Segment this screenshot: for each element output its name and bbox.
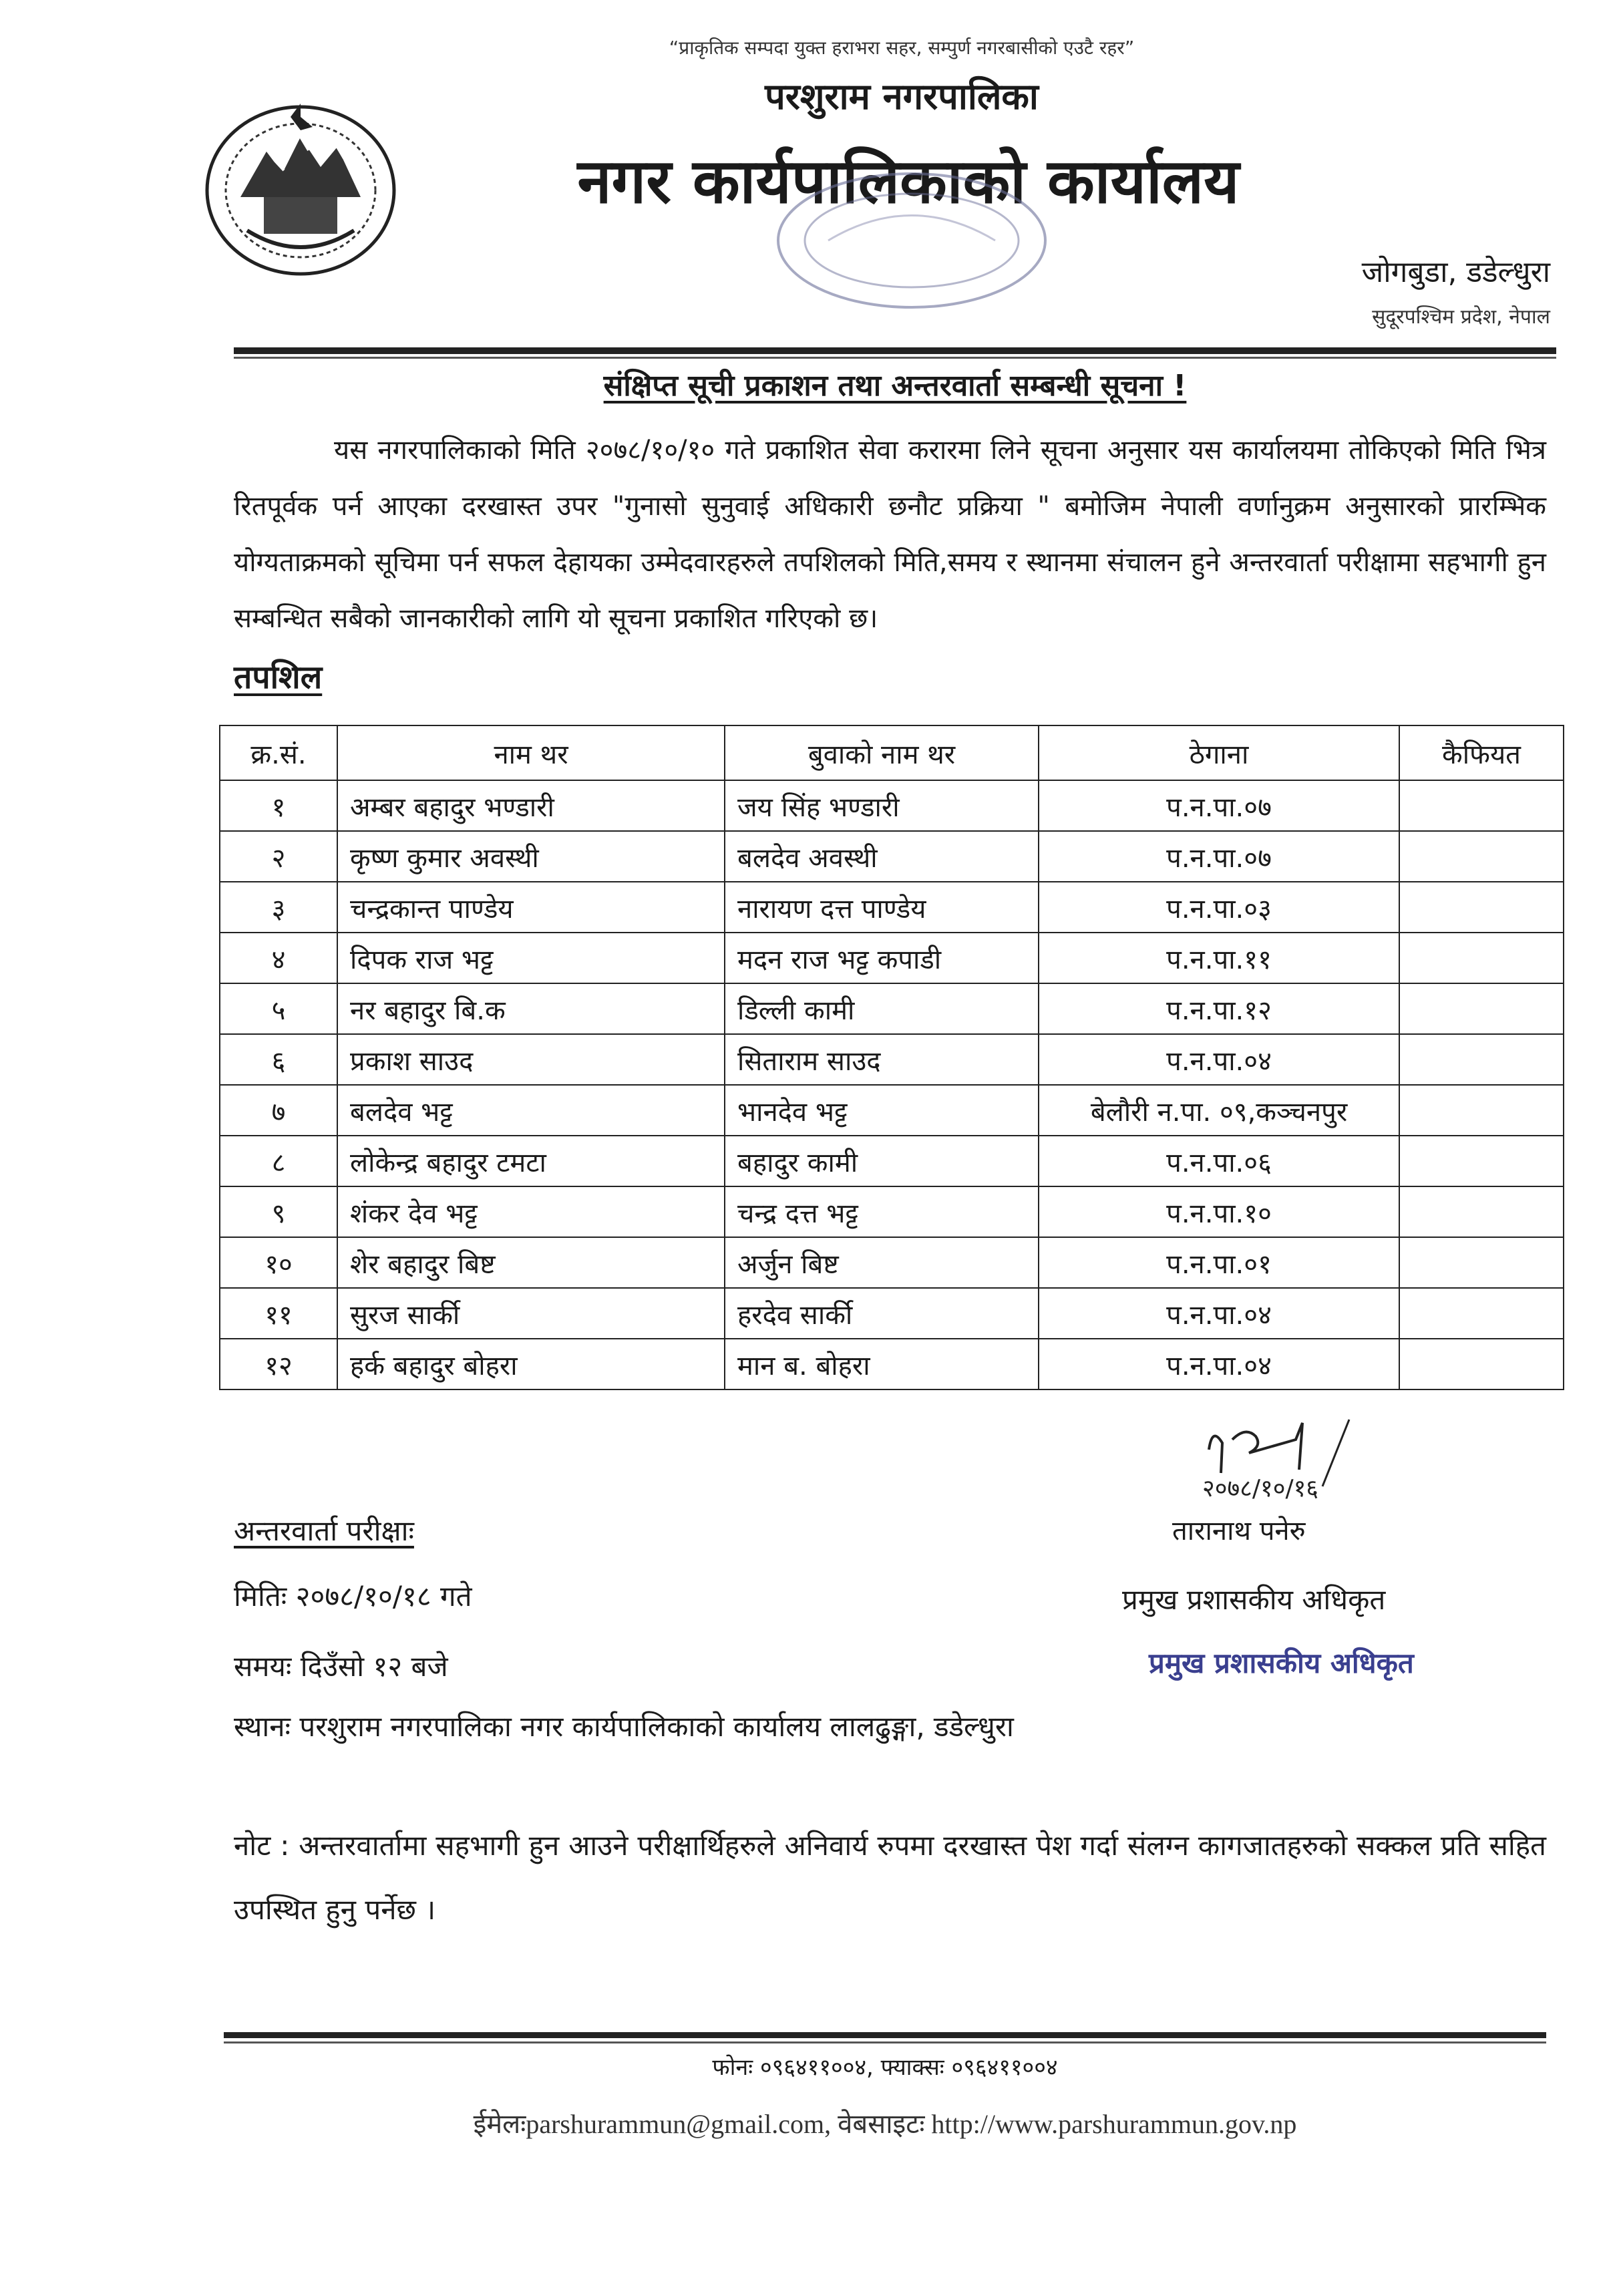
- signatory-seal: प्रमुख प्रशासकीय अधिकृत: [1149, 1647, 1414, 1679]
- cell-address: प.न.पा.०१: [1039, 1237, 1399, 1288]
- cell-remarks: [1399, 1034, 1564, 1085]
- cell-address: प.न.पा.०४: [1039, 1339, 1399, 1389]
- cell-father-name: डिल्ली कामी: [725, 983, 1039, 1034]
- footer-contact: फोनः ०९६४११००४, फ्याक्सः ०९६४११००४: [712, 2054, 1058, 2081]
- table-row: [220, 1237, 1564, 1288]
- cell-father-name: बहादुर कामी: [725, 1136, 1039, 1186]
- interview-time: समयः दिउँसो १२ बजे: [234, 1650, 448, 1683]
- signature: [1182, 1413, 1409, 1506]
- cell-serial: २: [220, 831, 337, 882]
- cell-name: नर बहादुर बि.क: [337, 983, 725, 1034]
- cell-address: प.न.पा.१०: [1039, 1186, 1399, 1237]
- cell-serial: ८: [220, 1136, 337, 1186]
- cell-name: दिपक राज भट्ट: [337, 933, 725, 983]
- cell-remarks: [1399, 1085, 1564, 1136]
- notice-title: संक्षिप्त सूची प्रकाशन तथा अन्तरवार्ता सम्बन्धी सूचना !: [603, 369, 1187, 403]
- interview-heading: अन्तरवार्ता परीक्षाः: [234, 1514, 414, 1547]
- table-row: [220, 831, 1564, 882]
- cell-address: बेलौरी न.पा. ०९,कञ्चनपुर: [1039, 1085, 1399, 1136]
- cell-father-name: अर्जुन बिष्ट: [725, 1237, 1039, 1288]
- signatory-title: प्रमुख प्रशासकीय अधिकृत: [1122, 1583, 1386, 1616]
- cell-remarks: [1399, 933, 1564, 983]
- office-name: नगर कार्यपालिकाको कार्यालय: [577, 146, 1240, 217]
- cell-serial: ७: [220, 1085, 337, 1136]
- cell-remarks: [1399, 831, 1564, 882]
- cell-remarks: [1399, 1237, 1564, 1288]
- cell-father-name: जय सिंह भण्डारी: [725, 780, 1039, 831]
- table-header-row: [220, 725, 1564, 780]
- footer-web: ईमेलःparshurammun@gmail.com, वेबसाइटः http://www.parshurammun.gov.np: [473, 2109, 1297, 2139]
- footer-divider: [224, 2032, 1546, 2038]
- cell-name: चन्द्रकान्त पाण्डेय: [337, 882, 725, 933]
- table-row: [220, 1339, 1564, 1389]
- header-name: नाम थर: [337, 725, 725, 780]
- cell-name: सुरज सार्की: [337, 1288, 725, 1339]
- cell-address: प.न.पा.०७: [1039, 831, 1399, 882]
- interview-date: मितिः २०७८/१०/१८ गते: [234, 1580, 472, 1613]
- interview-venue: स्थानः परशुराम नगरपालिका नगर कार्यपालिकाको कार्यालय लालढुङ्गा, डडेल्धुरा: [234, 1710, 1014, 1743]
- table-row: [220, 780, 1564, 831]
- cell-serial: १०: [220, 1237, 337, 1288]
- cell-father-name: मान ब. बोहरा: [725, 1339, 1039, 1389]
- cell-father-name: हरदेव सार्की: [725, 1288, 1039, 1339]
- header-divider: [234, 347, 1556, 354]
- cell-name: शंकर देव भट्ट: [337, 1186, 725, 1237]
- cell-father-name: नारायण दत्त पाण्डेय: [725, 882, 1039, 933]
- cell-father-name: चन्द्र दत्त भट्ट: [725, 1186, 1039, 1237]
- header-father-name: बुवाको नाम थर: [725, 725, 1039, 780]
- cell-name: शेर बहादुर बिष्ट: [337, 1237, 725, 1288]
- table-row: [220, 1186, 1564, 1237]
- cell-address: प.न.पा.१२: [1039, 983, 1399, 1034]
- cell-father-name: भानदेव भट्ट: [725, 1085, 1039, 1136]
- table-row: [220, 882, 1564, 933]
- cell-name: प्रकाश साउद: [337, 1034, 725, 1085]
- header-motto: “प्राकृतिक सम्पदा युक्त हराभरा सहर, सम्पुर्ण नगरबासीको एउटै रहर”: [669, 37, 1135, 59]
- table-row: [220, 1085, 1564, 1136]
- table-row: [220, 1288, 1564, 1339]
- candidate-table: [219, 725, 1564, 1390]
- footer-divider-thin: [224, 2041, 1546, 2043]
- cell-address: प.न.पा.११: [1039, 933, 1399, 983]
- cell-address: प.न.पा.०४: [1039, 1288, 1399, 1339]
- cell-remarks: [1399, 1339, 1564, 1389]
- address-line-2: सुदूरपश्चिम प्रदेश, नेपाल: [1372, 305, 1550, 329]
- notice-body: यस नगरपालिकाको मिति २०७८/१०/१० गते प्रकाशित सेवा करारमा लिने सूचना अनुसार यस कार्यालयमा तोकिएको मिति भित्र रितपूर्वक पर्न आएका दरखास्त उपर "गुनासो सुनुवाई अधिकारी छनौट प्रक्रिया " बमोजिम नेपाली वर्णानुक्रम अनुसारको प्रारम्भिक योग्यताक्रमको सूचिमा पर्न सफल देहायका उम्मेदवारहरुले तपशिलको मिति,समय र स्थानमा संचालन हुने अन्तरवार्ता परीक्षामा सहभागी हुन सम्बन्धित सबैको जानकारीको लागि यो सूचना प्रकाशित गरिएको छ।: [234, 435, 1546, 634]
- cell-serial: ११: [220, 1288, 337, 1339]
- cell-remarks: [1399, 882, 1564, 933]
- header-address: ठेगाना: [1039, 725, 1399, 780]
- cell-father-name: सिताराम साउद: [725, 1034, 1039, 1085]
- note-text: नोट : अन्तरवार्तामा सहभागी हुन आउने परीक्षार्थिहरुले अनिवार्य रुपमा दरखास्त पेश गर्दा संलग्न कागजातहरुको सक्कल प्रति सहित उपस्थित हुनु पर्नेछ ।: [234, 1829, 1546, 1926]
- cell-address: प.न.पा.०३: [1039, 882, 1399, 933]
- cell-name: अम्बर बहादुर भण्डारी: [337, 780, 725, 831]
- cell-serial: ९: [220, 1186, 337, 1237]
- cell-remarks: [1399, 780, 1564, 831]
- cell-remarks: [1399, 1136, 1564, 1186]
- cell-remarks: [1399, 1186, 1564, 1237]
- header-divider-thin: [234, 357, 1556, 359]
- cell-father-name: मदन राज भट्ट कपाडी: [725, 933, 1039, 983]
- table-row: [220, 983, 1564, 1034]
- cell-serial: ४: [220, 933, 337, 983]
- cell-serial: १२: [220, 1339, 337, 1389]
- header-remarks: कैफियत: [1399, 725, 1564, 780]
- cell-father-name: बलदेव अवस्थी: [725, 831, 1039, 882]
- cell-name: लोकेन्द्र बहादुर टमटा: [337, 1136, 725, 1186]
- signatory-name: तारानाथ पनेरु: [1172, 1516, 1306, 1546]
- table-row: [220, 1034, 1564, 1085]
- address-line-1: जोगबुडा, डडेल्धुरा: [1361, 255, 1550, 289]
- cell-serial: १: [220, 780, 337, 831]
- cell-serial: ६: [220, 1034, 337, 1085]
- cell-remarks: [1399, 983, 1564, 1034]
- cell-name: बलदेव भट्ट: [337, 1085, 725, 1136]
- cell-address: प.न.पा.०७: [1039, 780, 1399, 831]
- table-row: [220, 1136, 1564, 1186]
- municipality-name: परशुराम नगरपालिका: [765, 75, 1039, 118]
- nepal-government-emblem-icon: [200, 97, 401, 277]
- cell-remarks: [1399, 1288, 1564, 1339]
- header-serial: क्र.सं.: [220, 725, 337, 780]
- cell-name: कृष्ण कुमार अवस्थी: [337, 831, 725, 882]
- cell-name: हर्क बहादुर बोहरा: [337, 1339, 725, 1389]
- cell-serial: ३: [220, 882, 337, 933]
- signature-date: २०७८/१०/१६: [1202, 1475, 1319, 1502]
- table-row: [220, 933, 1564, 983]
- office-round-stamp-icon: [768, 164, 1055, 317]
- cell-serial: ५: [220, 983, 337, 1034]
- section-heading: तपशिल: [234, 659, 323, 696]
- cell-address: प.न.पा.०६: [1039, 1136, 1399, 1186]
- cell-address: प.न.पा.०४: [1039, 1034, 1399, 1085]
